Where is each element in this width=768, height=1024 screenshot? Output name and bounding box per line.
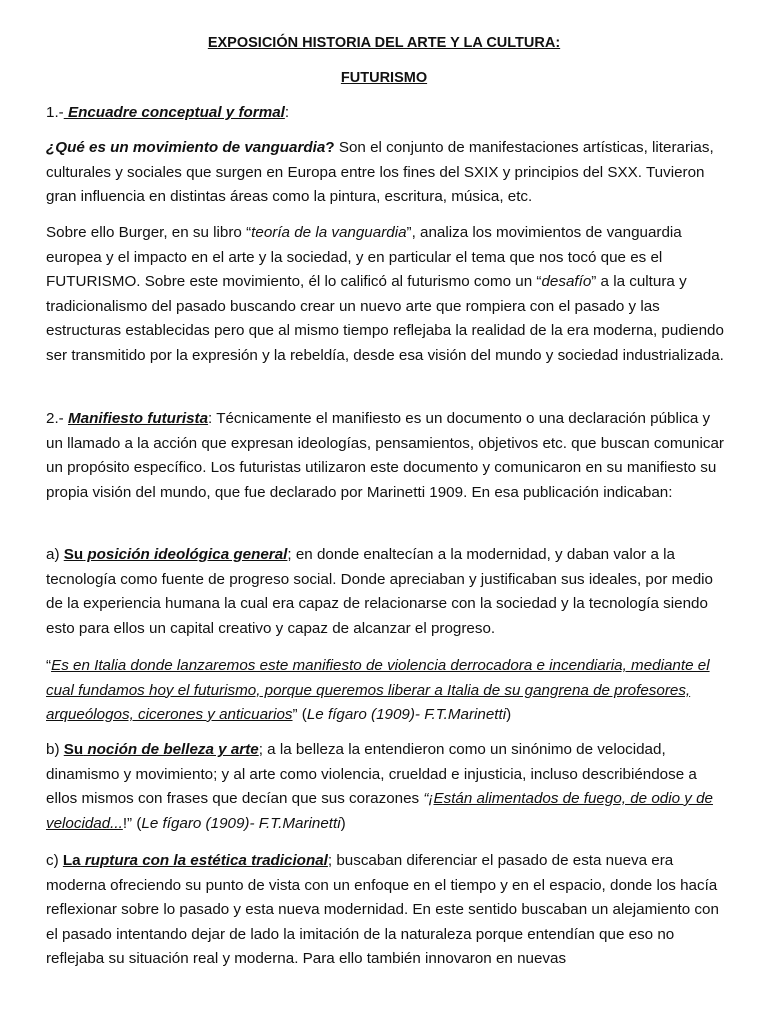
paragraph-text: ”, analiza los movimientos de vanguardia europea y el impacto en el arte y la sociedad, y en particular el tema que nos tocó que es el FUTURISMO. Sobre este movimiento, él lo calificó al futurismo como un “ xyxy=(46,224,682,290)
paragraph-text: ; buscaban diferenciar el pasado de esta nueva era moderna ofreciendo su punto de vista con un enfoque en el tiempo y en el espacio, donde los hacía reflexionar sobre lo pasado y esta nueva modernidad. En este sentido buscaban un alejamiento con el pasado intentando dejar de lado la imitación de la naturaleza porque entendían que eso no reflejaba su situación real y moderna. Para ello también innovaron en nuevas xyxy=(46,852,719,967)
paragraph-marinetti-quote xyxy=(46,654,726,728)
section-1-number: 1.- xyxy=(46,104,64,121)
paragraph-text: Sobre ello Burger, en su libro “ xyxy=(46,224,252,241)
item-la: La xyxy=(62,852,81,869)
quote-close: ” ( xyxy=(292,706,307,723)
paragraph-belleza-arte xyxy=(46,738,726,836)
paragraph-text: ; en donde enaltecían a la modernidad, y daban valor a la tecnología como fuente de progreso social. Donde apreciaban y justificaban sus ideales, por medio de la experiencia humana la cual era capaz de relacionarse con la sociedad y la tecnología siendo esto para ellos un capital creativo y capaz de alcanzar el progreso. xyxy=(46,546,713,637)
section-1-heading xyxy=(46,101,726,126)
quote-source: Le fígaro (1909)- F.T.Marinetti xyxy=(141,814,341,832)
paragraph-burger xyxy=(46,221,726,368)
item-su: Su xyxy=(63,741,84,758)
book-title: teoría de la vanguardia xyxy=(251,224,407,241)
item-label: ruptura con la estética tradicional xyxy=(80,852,328,869)
paragraph-text: ” a la cultura y tradicionalismo del pasado buscando crear un nuevo arte que rompiera con el pasado y las estructuras establecidas pero que al mismo tiempo reflejaba la realidad de la era moderna, pudiendo ser transmitido por la expresión y la rebeldía, desde esa visión del mundo y sociedad industrializada. xyxy=(46,273,724,364)
item-label: noción de belleza y arte xyxy=(83,741,259,758)
paragraph-posicion-ideologica xyxy=(46,543,726,641)
quote-close: !” ( xyxy=(122,814,142,832)
section-1-label: Encuadre conceptual y formal xyxy=(63,104,285,121)
quote-end: ) xyxy=(506,706,512,723)
section-2-label: Manifiesto futurista xyxy=(67,410,209,427)
quote-text: Están alimentados de fuego, de odio y de velocidad... xyxy=(46,790,713,832)
paragraph-manifiesto xyxy=(46,407,726,505)
vanguardia-question: ¿Qué es un movimiento de vanguardia xyxy=(46,139,326,156)
quote-open: “¡ xyxy=(423,790,434,807)
item-prefix: c) xyxy=(46,852,63,869)
paragraph-text: Son el conjunto de manifestaciones artísticas, literarias, culturales y sociales que surgen en Europa entre los fines del SXIX y principios del SXX. Tuvieron gran influencia en distintas áreas como la pintura, escritura, música, etc. xyxy=(46,139,714,205)
quote-text: Es en Italia donde lanzaremos este manifiesto de violencia derrocadora e incendiaria, mediante el cual fundamos hoy el futurismo, porque queremos liberar a Italia de su gangrena de profesores, arqueólogos, cicerones y anticuarios xyxy=(46,657,710,723)
term-desafio: desafío xyxy=(541,273,592,290)
section-1-colon: : xyxy=(284,104,290,121)
quote-open: “ xyxy=(46,657,52,674)
quote-end: ) xyxy=(340,814,346,832)
document-title: EXPOSICIÓN HISTORIA DEL ARTE Y LA CULTURA: xyxy=(207,35,561,51)
paragraph-ruptura-estetica xyxy=(46,849,726,972)
question-mark: ? xyxy=(325,139,335,156)
item-label: posición ideológica general xyxy=(83,546,288,563)
item-su: Su xyxy=(63,546,84,563)
paragraph-text: : Técnicamente el manifiesto es un documento o una declaración pública y un llamado a la acción que expresan ideologías, pensamientos, objetivos etc. que buscan comunicar un propósito específico. Los futuristas utilizaron este documento y comunicaron en su manifiesto su propia visión del mundo, que fue declarado por Marinetti 1909. En esa publicación indicaban: xyxy=(46,410,724,501)
paragraph-vanguardia-definition xyxy=(46,136,726,210)
quote-source: Le fígaro (1909)- F.T.Marinetti xyxy=(306,706,507,723)
document-subtitle: FUTURISMO xyxy=(340,70,428,86)
item-prefix: b) xyxy=(46,741,64,758)
paragraph-text: ; a la belleza la entendieron como un sinónimo de velocidad, dinamismo y movimiento; y al arte como violencia, crueldad e injusticia, incluso describiéndose a ellos mismos con frases que decían que sus corazones xyxy=(46,741,697,807)
item-prefix: a) xyxy=(46,546,64,563)
section-2-number: 2.- xyxy=(46,410,64,427)
